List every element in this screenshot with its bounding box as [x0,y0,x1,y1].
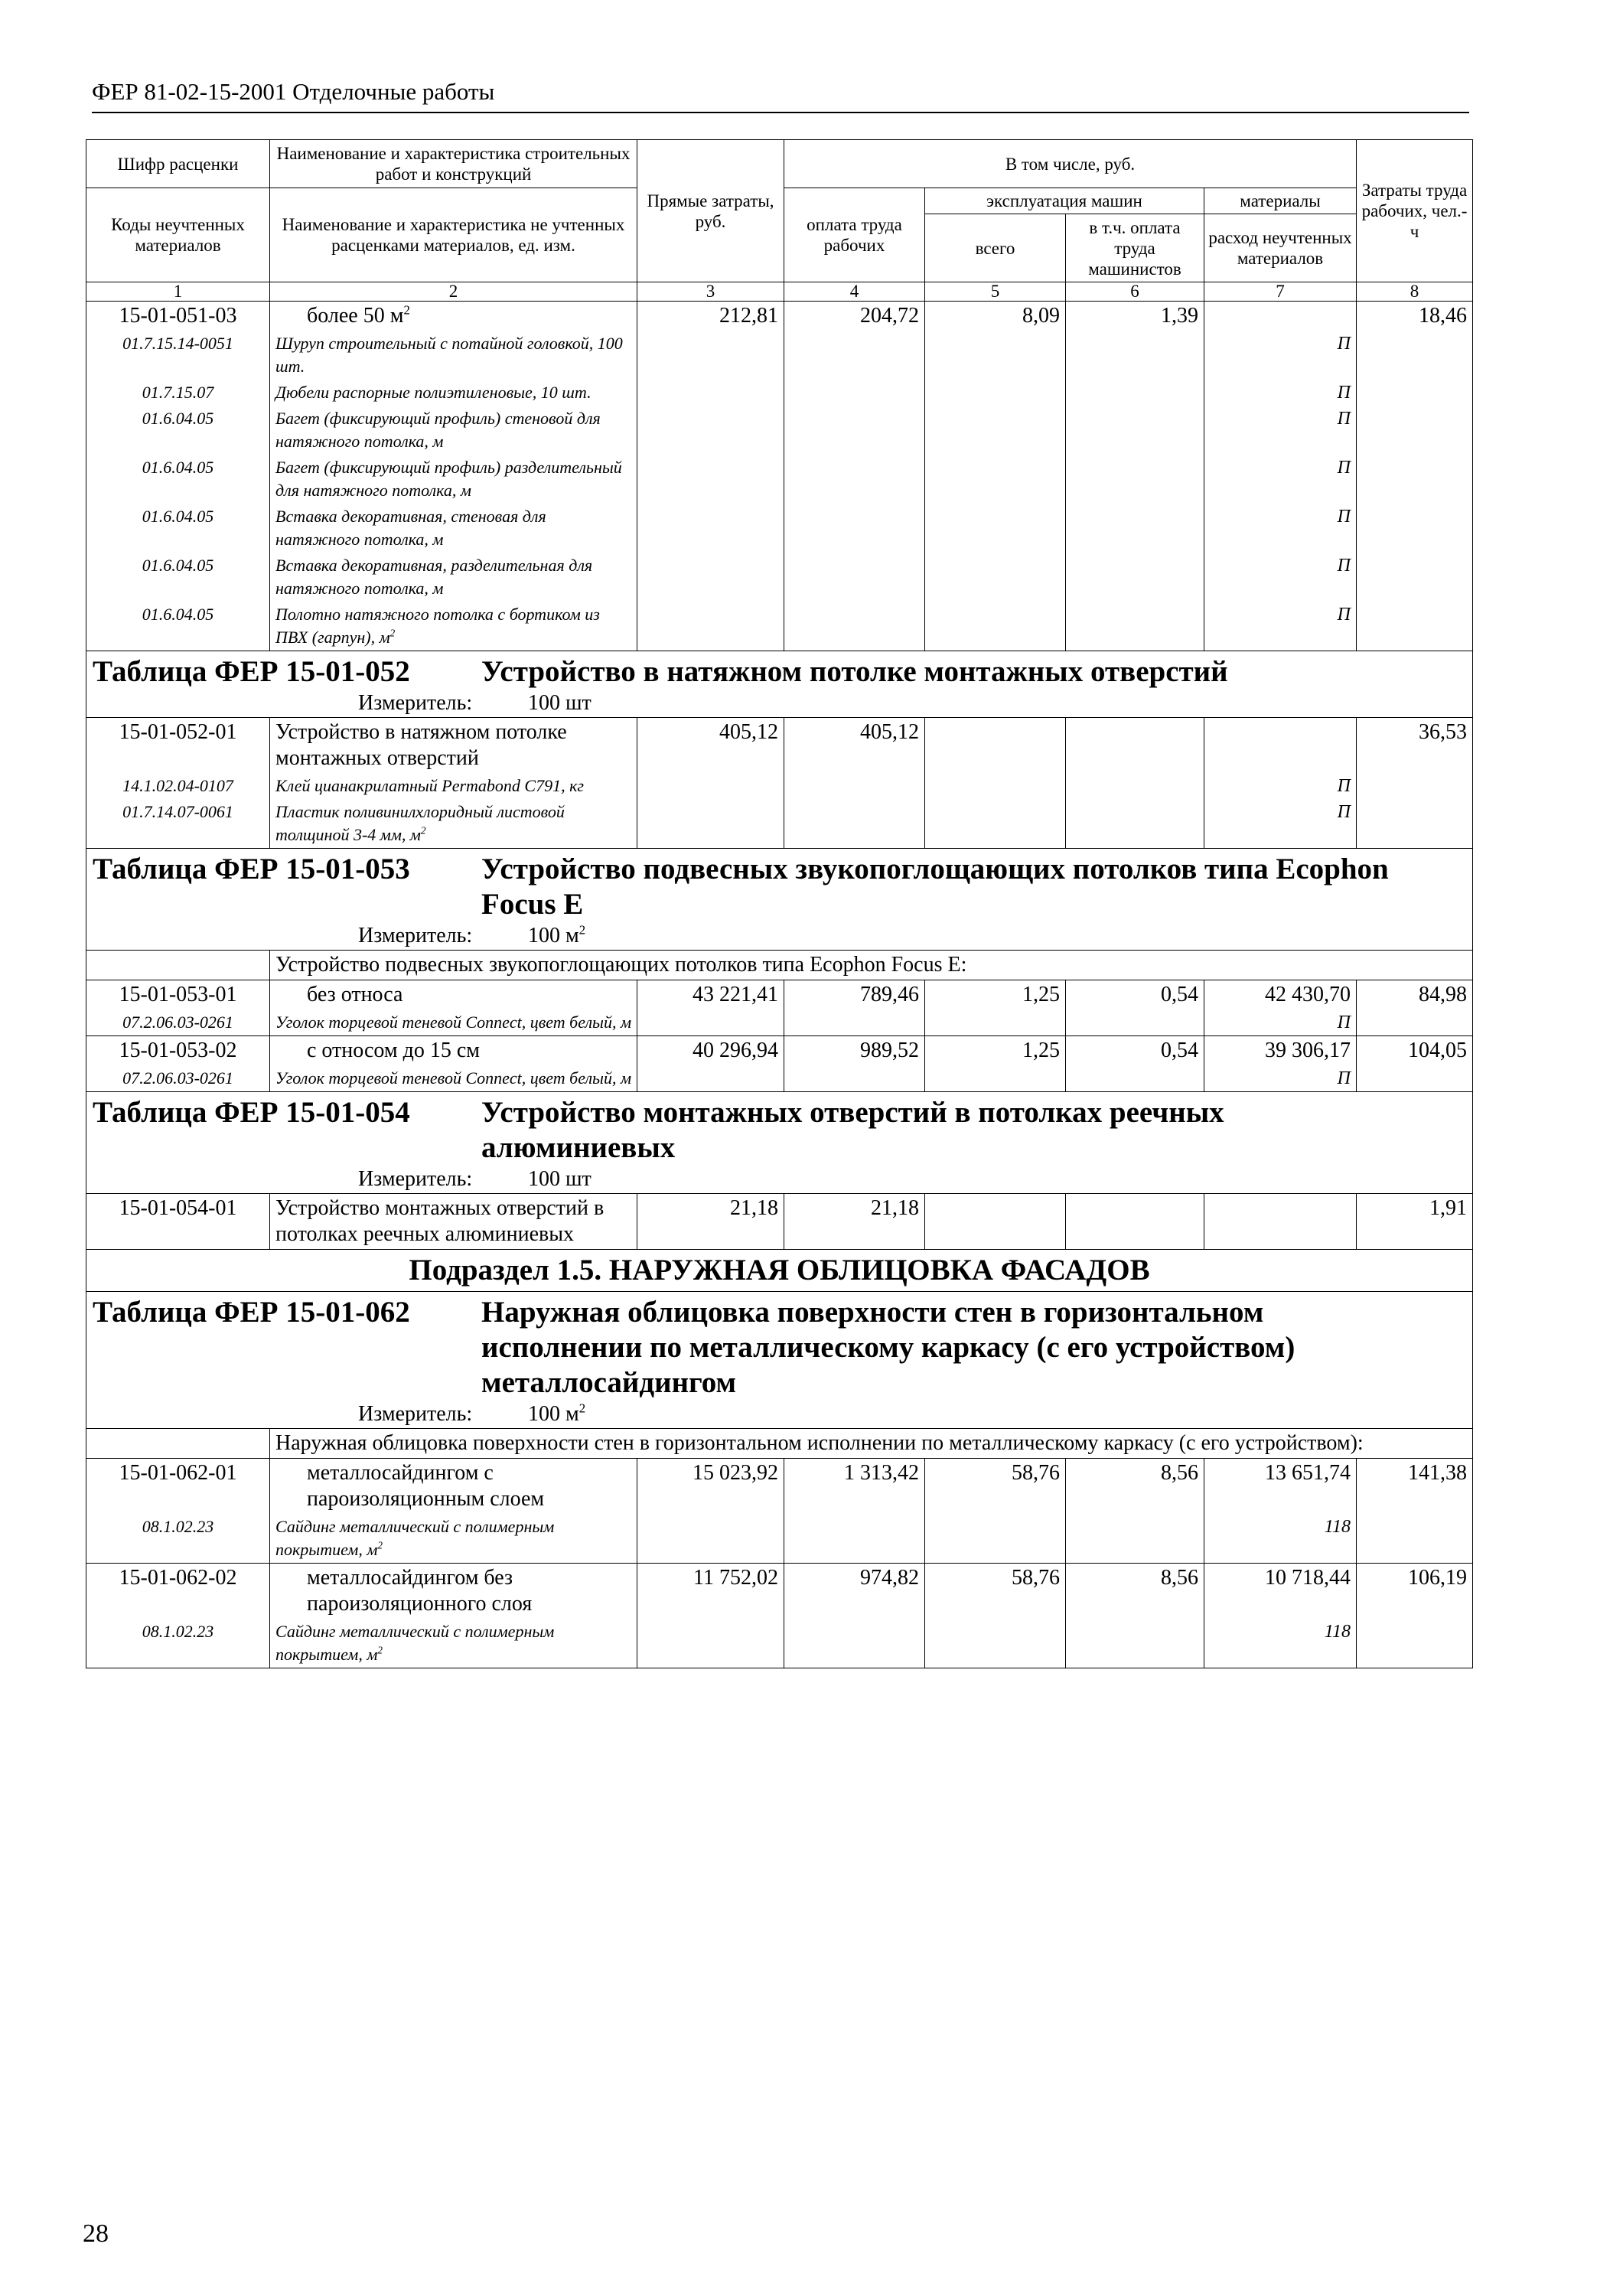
col-name-mat-header: Наименование и характеристика не учтенных расценками материалов, ед. изм. [270,188,637,282]
group-row [86,951,1473,980]
material-code: 08.1.02.23 [86,1514,270,1564]
rate-code: 15-01-062-01 [86,1459,270,1515]
table-row [86,1459,1473,1515]
table-row [86,980,1473,1010]
table-title-row [86,849,1473,923]
col-name-header: Наименование и характеристика строительных работ и конструкций [270,140,637,188]
rate-name: металлосайдингом без пароизоляционного слоя [270,1564,637,1619]
machine-cost: 58,76 [925,1564,1066,1668]
subsection-title: Подраздел 1.5. НАРУЖНАЯ ОБЛИЦОВКА ФАСАДОВ [86,1250,1473,1292]
group-spacer [86,1429,270,1459]
wage-cost: 204,72 [784,302,925,651]
measure-row [86,922,1473,951]
col-mach-wage-header: в т.ч. оплата труда машинистов [1066,214,1204,282]
machinist-wage: 0,54 [1066,980,1204,1036]
rate-name: более 50 $м^2$ [270,302,637,331]
rate-code: 15-01-054-01 [86,1194,270,1250]
material-code: 07.2.06.03-0261 [86,1065,270,1092]
col-code-header: Шифр расценки [86,140,270,188]
labor-hours: 141,38 [1357,1459,1473,1564]
material-flag: П [1204,602,1357,651]
rate-name: Устройство монтажных отверстий в потолках реечных алюминиевых [270,1194,637,1250]
rate-code: 15-01-052-01 [86,718,270,774]
material-cost: 39 306,17 [1204,1036,1357,1066]
col-materials-header: материалы [1204,188,1357,214]
col-num-7: 7 [1204,282,1357,302]
measure: Измеритель: 100 $м^2$ [86,1401,1473,1429]
material-code: 01.6.04.05 [86,602,270,651]
measure-row [86,1401,1473,1429]
table-row [86,718,1473,774]
wage-cost: 21,18 [784,1194,925,1250]
labor-hours: 36,53 [1357,718,1473,849]
measure: Измеритель: 100 $м^2$ [86,922,1473,951]
direct-cost: 11 752,02 [637,1564,784,1668]
material-name: Сайдинг металлический с полимерным покрытием, $м^2$ [270,1514,637,1564]
machine-cost: 8,09 [925,302,1066,651]
group-row [86,1429,1473,1459]
material-name: Пластик поливинилхлоридный листовой толщиной 3-4 мм, $м^2$ [270,799,637,849]
material-code: 01.6.04.05 [86,504,270,553]
direct-cost: 43 221,41 [637,980,784,1036]
rate-name: с относом до 15 см [270,1036,637,1066]
material-cost: 13 651,74 [1204,1459,1357,1515]
col-num-3: 3 [637,282,784,302]
material-code: 07.2.06.03-0261 [86,1009,270,1036]
machinist-wage: 8,56 [1066,1459,1204,1564]
group-title: Наружная облицовка поверхности стен в горизонтальном исполнении по металлическому каркасу (с его устройством): [270,1429,1473,1459]
material-flag: П [1204,380,1357,406]
table-row [86,1036,1473,1066]
table-title-row [86,1292,1473,1401]
material-flag: П [1204,1009,1357,1036]
col-wage-header: оплата труда рабочих [784,188,925,282]
col-machines-header: эксплуатация машин [925,188,1204,214]
wage-cost: 405,12 [784,718,925,849]
material-flag: 118 [1204,1514,1357,1564]
material-flag: П [1204,455,1357,504]
material-flag: П [1204,1065,1357,1092]
page-header [92,77,1469,113]
measure: Измеритель: 100 шт [86,1166,1473,1194]
material-code: 01.7.15.07 [86,380,270,406]
wage-cost: 989,52 [784,1036,925,1092]
table-row [86,1564,1473,1619]
wage-cost: 1 313,42 [784,1459,925,1564]
material-name: Шуруп строительный с потайной головкой, 100 шт. [270,331,637,380]
labor-hours: 18,46 [1357,302,1473,651]
rate-name: без относа [270,980,637,1010]
machine-cost [925,718,1066,849]
material-name: Вставка декоративная, стеновая для натяжного потолка, м [270,504,637,553]
table-title: Таблица ФЕР 15-01-052 Устройство в натяжном потолке монтажных отверстий [86,651,1473,690]
rate-name: металлосайдингом с пароизоляционным слоем [270,1459,637,1515]
wage-cost: 789,46 [784,980,925,1036]
col-code-mat-header: Коды неучтенных материалов [86,188,270,282]
material-name: Уголок торцевой теневой Connect, цвет белый, м [270,1009,637,1036]
machine-cost [925,1194,1066,1250]
material-code: 01.6.04.05 [86,406,270,455]
col-num-4: 4 [784,282,925,302]
material-flag: П [1204,406,1357,455]
material-flag: П [1204,331,1357,380]
labor-hours: 84,98 [1357,980,1473,1036]
rate-code: 15-01-053-02 [86,1036,270,1066]
material-code: 01.6.04.05 [86,553,270,602]
material-code: 01.6.04.05 [86,455,270,504]
rates-table [86,139,1473,1668]
table-row [86,1194,1473,1250]
col-direct-header: Прямые затраты, руб. [637,140,784,282]
col-mach-total-header: всего [925,214,1066,282]
material-name: Клей цианакрилатный Permabond C791, кг [270,773,637,799]
material-flag: П [1204,504,1357,553]
group-spacer [86,951,270,980]
direct-cost: 21,18 [637,1194,784,1250]
material-name: Сайдинг металлический с полимерным покрытием, $м^2$ [270,1619,637,1668]
measure: Измеритель: 100 шт [86,690,1473,718]
machinist-wage [1066,1194,1204,1250]
material-name: Полотно натяжного потолка с бортиком из ПВХ (гарпун), $м^2$ [270,602,637,651]
labor-hours: 1,91 [1357,1194,1473,1250]
group-title: Устройство подвесных звукопоглощающих потолков типа Ecophon Focus E: [270,951,1473,980]
material-code: 01.7.14.07-0061 [86,799,270,849]
machinist-wage: 1,39 [1066,302,1204,651]
header-title: ФЕР 81-02-15-2001 Отделочные работы [92,78,495,105]
col-num-5: 5 [925,282,1066,302]
material-name: Дюбели распорные полиэтиленовые, 10 шт. [270,380,637,406]
rate-code: 15-01-053-01 [86,980,270,1010]
table-title: Таблица ФЕР 15-01-053 Устройство подвесных звукопоглощающих потолков типа Ecophon Focus E [86,849,1473,923]
material-flag: П [1204,773,1357,799]
col-num-2: 2 [270,282,637,302]
table-title: Таблица ФЕР 15-01-054 Устройство монтажных отверстий в потолках реечных алюминиевых [86,1092,1473,1166]
rate-code: 15-01-062-02 [86,1564,270,1619]
material-cost: 10 718,44 [1204,1564,1357,1619]
machine-cost: 58,76 [925,1459,1066,1564]
col-num-1: 1 [86,282,270,302]
table-title-row [86,1092,1473,1166]
material-code: 01.7.15.14-0051 [86,331,270,380]
rate-code: 15-01-051-03 [86,302,270,331]
material-cost [1204,1194,1357,1250]
machinist-wage [1066,718,1204,849]
table-title: Таблица ФЕР 15-01-062 Наружная облицовка поверхности стен в горизонтальном исполнении по металлическому каркасу (с его устройством) металлосайдингом [86,1292,1473,1401]
page-number: 28 [83,2219,109,2248]
col-incl-header: В том числе, руб. [784,140,1357,188]
col-mat-use-header: расход неучтенных материалов [1204,214,1357,282]
subsection-row [86,1250,1473,1292]
labor-hours: 106,19 [1357,1564,1473,1668]
table-title-row [86,651,1473,690]
material-cost: 42 430,70 [1204,980,1357,1010]
material-name: Багет (фиксирующий профиль) разделительный для натяжного потолка, м [270,455,637,504]
material-flag: П [1204,553,1357,602]
rate-name: Устройство в натяжном потолке монтажных отверстий [270,718,637,774]
col-num-8: 8 [1357,282,1473,302]
material-cost [1204,718,1357,774]
material-name: Уголок торцевой теневой Connect, цвет белый, м [270,1065,637,1092]
material-code: 14.1.02.04-0107 [86,773,270,799]
material-cost [1204,302,1357,331]
material-name: Багет (фиксирующий профиль) стеновой для натяжного потолка, м [270,406,637,455]
wage-cost: 974,82 [784,1564,925,1668]
labor-hours: 104,05 [1357,1036,1473,1092]
direct-cost: 40 296,94 [637,1036,784,1092]
direct-cost: 15 023,92 [637,1459,784,1564]
machine-cost: 1,25 [925,980,1066,1036]
measure-row [86,690,1473,718]
material-name: Вставка декоративная, разделительная для натяжного потолка, м [270,553,637,602]
machinist-wage: 0,54 [1066,1036,1204,1092]
machine-cost: 1,25 [925,1036,1066,1092]
direct-cost: 405,12 [637,718,784,849]
material-code: 08.1.02.23 [86,1619,270,1668]
measure-row [86,1166,1473,1194]
material-flag: 118 [1204,1619,1357,1668]
direct-cost: 212,81 [637,302,784,651]
col-num-6: 6 [1066,282,1204,302]
col-labor-header: Затраты труда рабочих, чел.-ч [1357,140,1473,282]
machinist-wage: 8,56 [1066,1564,1204,1668]
material-flag: П [1204,799,1357,849]
table-row [86,302,1473,331]
